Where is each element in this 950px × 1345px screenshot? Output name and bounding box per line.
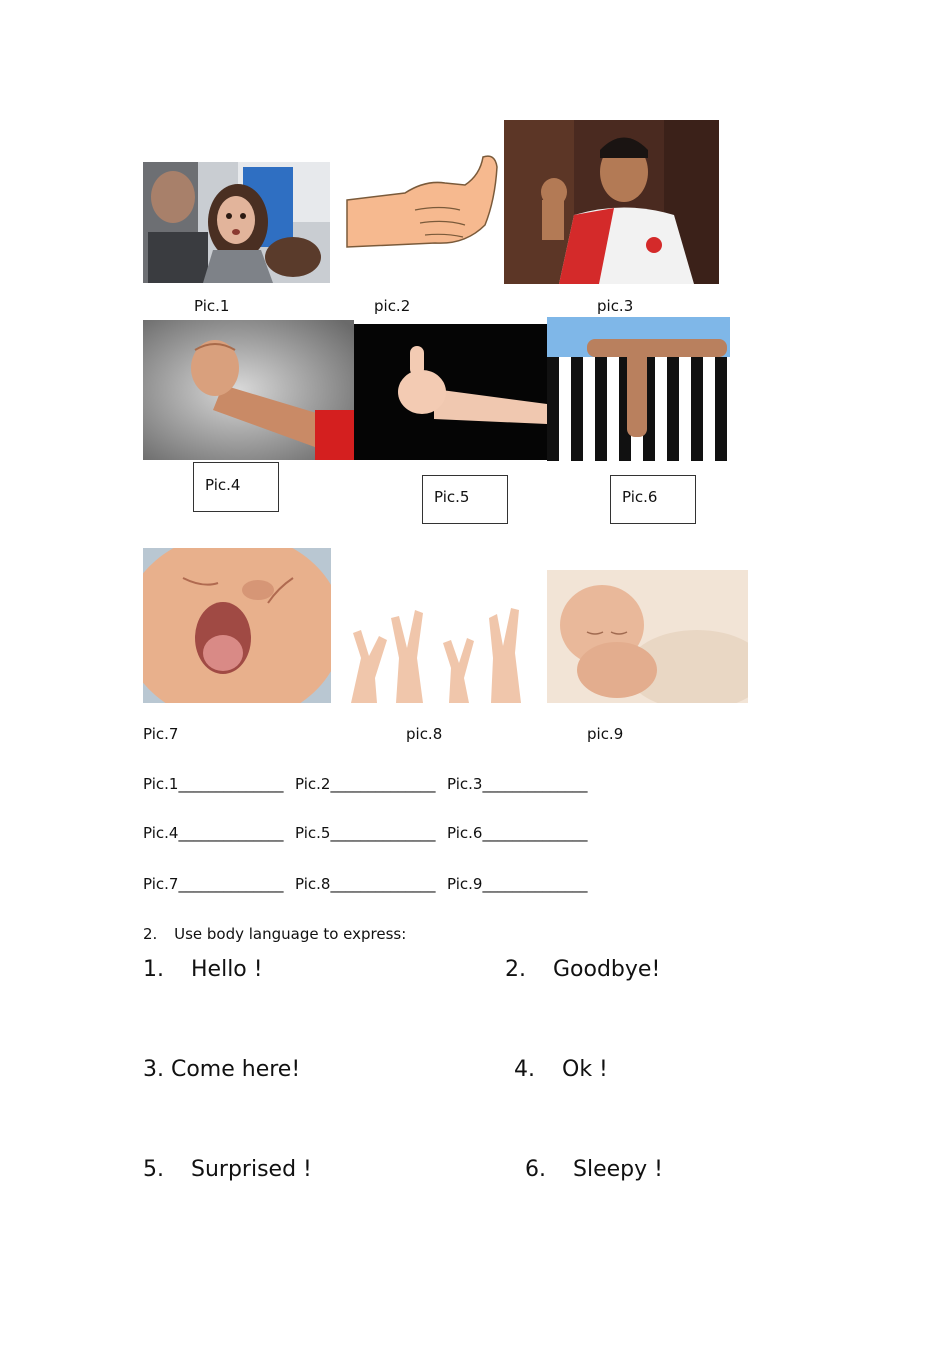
blank-pic7[interactable]: Pic.7______________ [143,875,284,893]
blank-pic1[interactable]: Pic.1______________ [143,775,284,793]
pic2-caption: pic.2 [374,297,411,315]
pic5-thumbs-up-image [354,324,547,460]
pic1-caption: Pic.1 [194,297,230,315]
expression-text: Sleepy ! [573,1157,663,1182]
pic6-referee-timeout-image [547,317,730,461]
expression-4 [514,1057,608,1082]
expression-2 [505,957,660,982]
pic4-caption: Pic.4 [205,476,241,494]
pic1-surprised-woman-image [143,162,330,283]
pic4-caption-box [193,462,279,512]
expression-1 [143,957,263,982]
pic3-man-fist-image [504,120,719,284]
expression-text: Hello ! [191,957,263,982]
pic6-caption: Pic.6 [622,488,658,506]
section-2-heading [143,925,406,943]
expression-text: Surprised ! [191,1157,312,1182]
blank-pic5[interactable]: Pic.5______________ [295,824,436,842]
expression-text: 3. Come here! [143,1057,301,1082]
blank-pic2[interactable]: Pic.2______________ [295,775,436,793]
pic8-caption: pic.8 [406,725,443,743]
expression-text: Ok ! [562,1057,608,1082]
pic8-rock-hand-signs-image [331,548,547,703]
blank-pic8[interactable]: Pic.8______________ [295,875,436,893]
expression-number: 5. [143,1157,164,1182]
pic9-sleeping-baby-image [547,570,748,703]
pic7-yawning-baby-image [143,548,331,703]
pic5-caption: Pic.5 [434,488,470,506]
pic4-raised-fist-image [143,320,354,460]
expression-number: 1. [143,957,164,982]
blank-pic6[interactable]: Pic.6______________ [447,824,588,842]
pic6-caption-box [610,475,696,524]
expression-6 [525,1157,663,1182]
pic5-caption-box [422,475,508,524]
expression-3 [143,1057,300,1082]
expression-text: Goodbye! [553,957,661,982]
blank-pic9[interactable]: Pic.9______________ [447,875,588,893]
pic7-caption: Pic.7 [143,725,179,743]
expression-number: 4. [514,1057,535,1082]
expression-5 [143,1157,312,1182]
pic3-caption: pic.3 [597,297,634,315]
blank-pic4[interactable]: Pic.4______________ [143,824,284,842]
pic9-caption: pic.9 [587,725,624,743]
section-2-text: Use body language to express: [174,925,407,943]
section-2-number: 2. [143,925,158,943]
pic2-beckoning-hand-image [345,155,502,250]
expression-number: 2. [505,957,526,982]
expression-number: 6. [525,1157,546,1182]
blank-pic3[interactable]: Pic.3______________ [447,775,588,793]
